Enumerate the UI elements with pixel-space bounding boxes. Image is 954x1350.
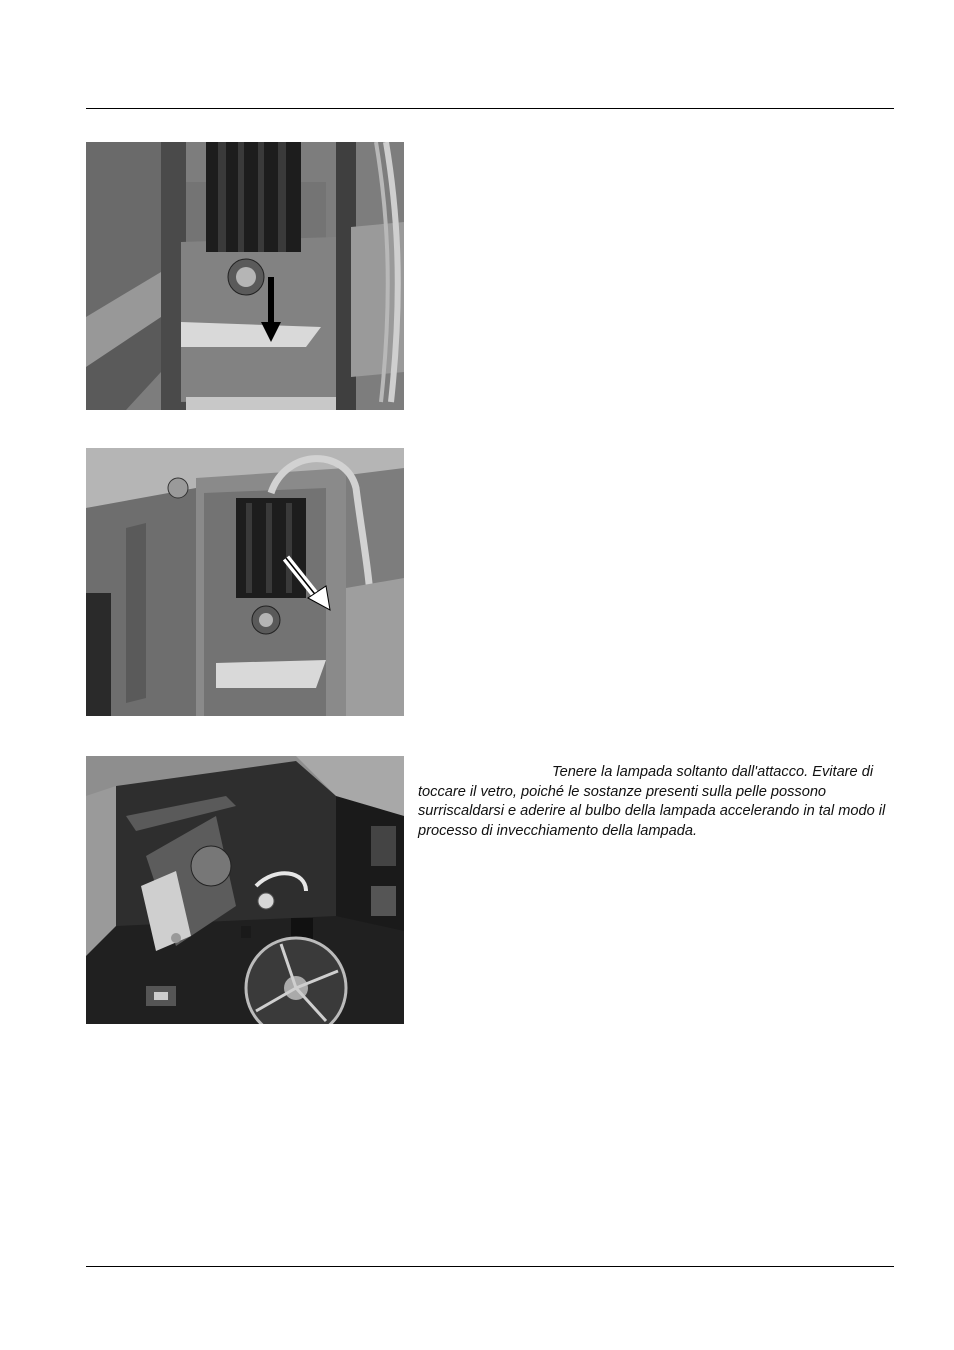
footer-rule <box>86 1266 894 1267</box>
figure-lamp-removal-illustration <box>86 448 404 716</box>
figure-lamp-removal <box>86 448 404 716</box>
lamp-handling-note: Tenere la lampada soltanto dall'attacco. Evitare di toccare il vetro, poiché le sostanze presenti sulla pelle possono surriscaldarsi e aderire al bulbo della lampada accelerando in tal modo il processo di invecchiamento della lampada. <box>418 764 886 839</box>
figure-lamp-screw-illustration <box>86 142 404 410</box>
figure-lamp-out-illustration <box>86 756 404 1024</box>
header-rule <box>86 108 894 109</box>
figure-lamp-screw <box>86 142 404 410</box>
figure-lamp-out <box>86 756 404 1024</box>
